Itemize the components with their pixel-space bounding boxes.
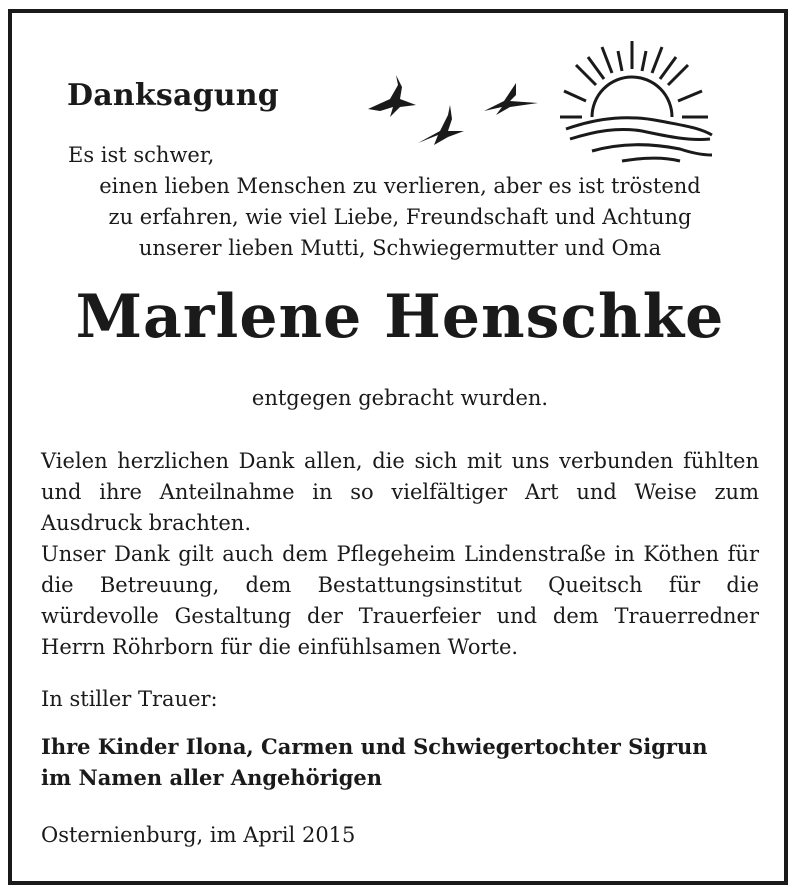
notice-heading: Danksagung [67,78,279,113]
thanks-body [41,446,759,663]
bird-icon [484,83,538,115]
after-name-text: entgegen gebracht wurden. [251,386,549,410]
signers-block [41,731,708,793]
mourning-line: In stiller Trauer: [41,687,218,711]
bird-icon [418,105,464,145]
place-date: Osternienburg, im April 2015 [41,823,356,847]
signers-line: Ihre Kinder Ilona, Carmen und Schwiegertochter Sigrun [41,734,708,759]
signers-line: im Namen aller Angehörigen [41,765,383,790]
intro-line: unserer lieben Mutti, Schwiegermutter und Oma [138,236,662,260]
intro-line: einen lieben Menschen zu verlieren, aber es ist tröstend [99,174,701,198]
thanks-paragraph: Vielen herzlichen Dank allen, die sich mit uns verbunden fühlten und ihre Anteilnahme in so vielfältiger Art und Weise zum Ausdruck brachten. [41,449,759,535]
intro-line: zu erfahren, wie viel Liebe, Freundschaft und Achtung [108,205,692,229]
intro-text [40,140,760,264]
bird-icon [368,75,416,117]
intro-line: Es ist schwer, [68,143,215,167]
thanks-paragraph: Unser Dank gilt auch dem Pflegeheim Lindenstraße in Köthen für die Betreuung, dem Bestattungsinstitut Queitsch für die würdevolle Gestaltung der Trauerfeier und dem Trauerredner Herrn Röhrborn für die einfühlsamen Worte. [41,542,759,659]
deceased-name: Marlene Henschke [75,282,725,352]
sun-icon [560,41,708,117]
